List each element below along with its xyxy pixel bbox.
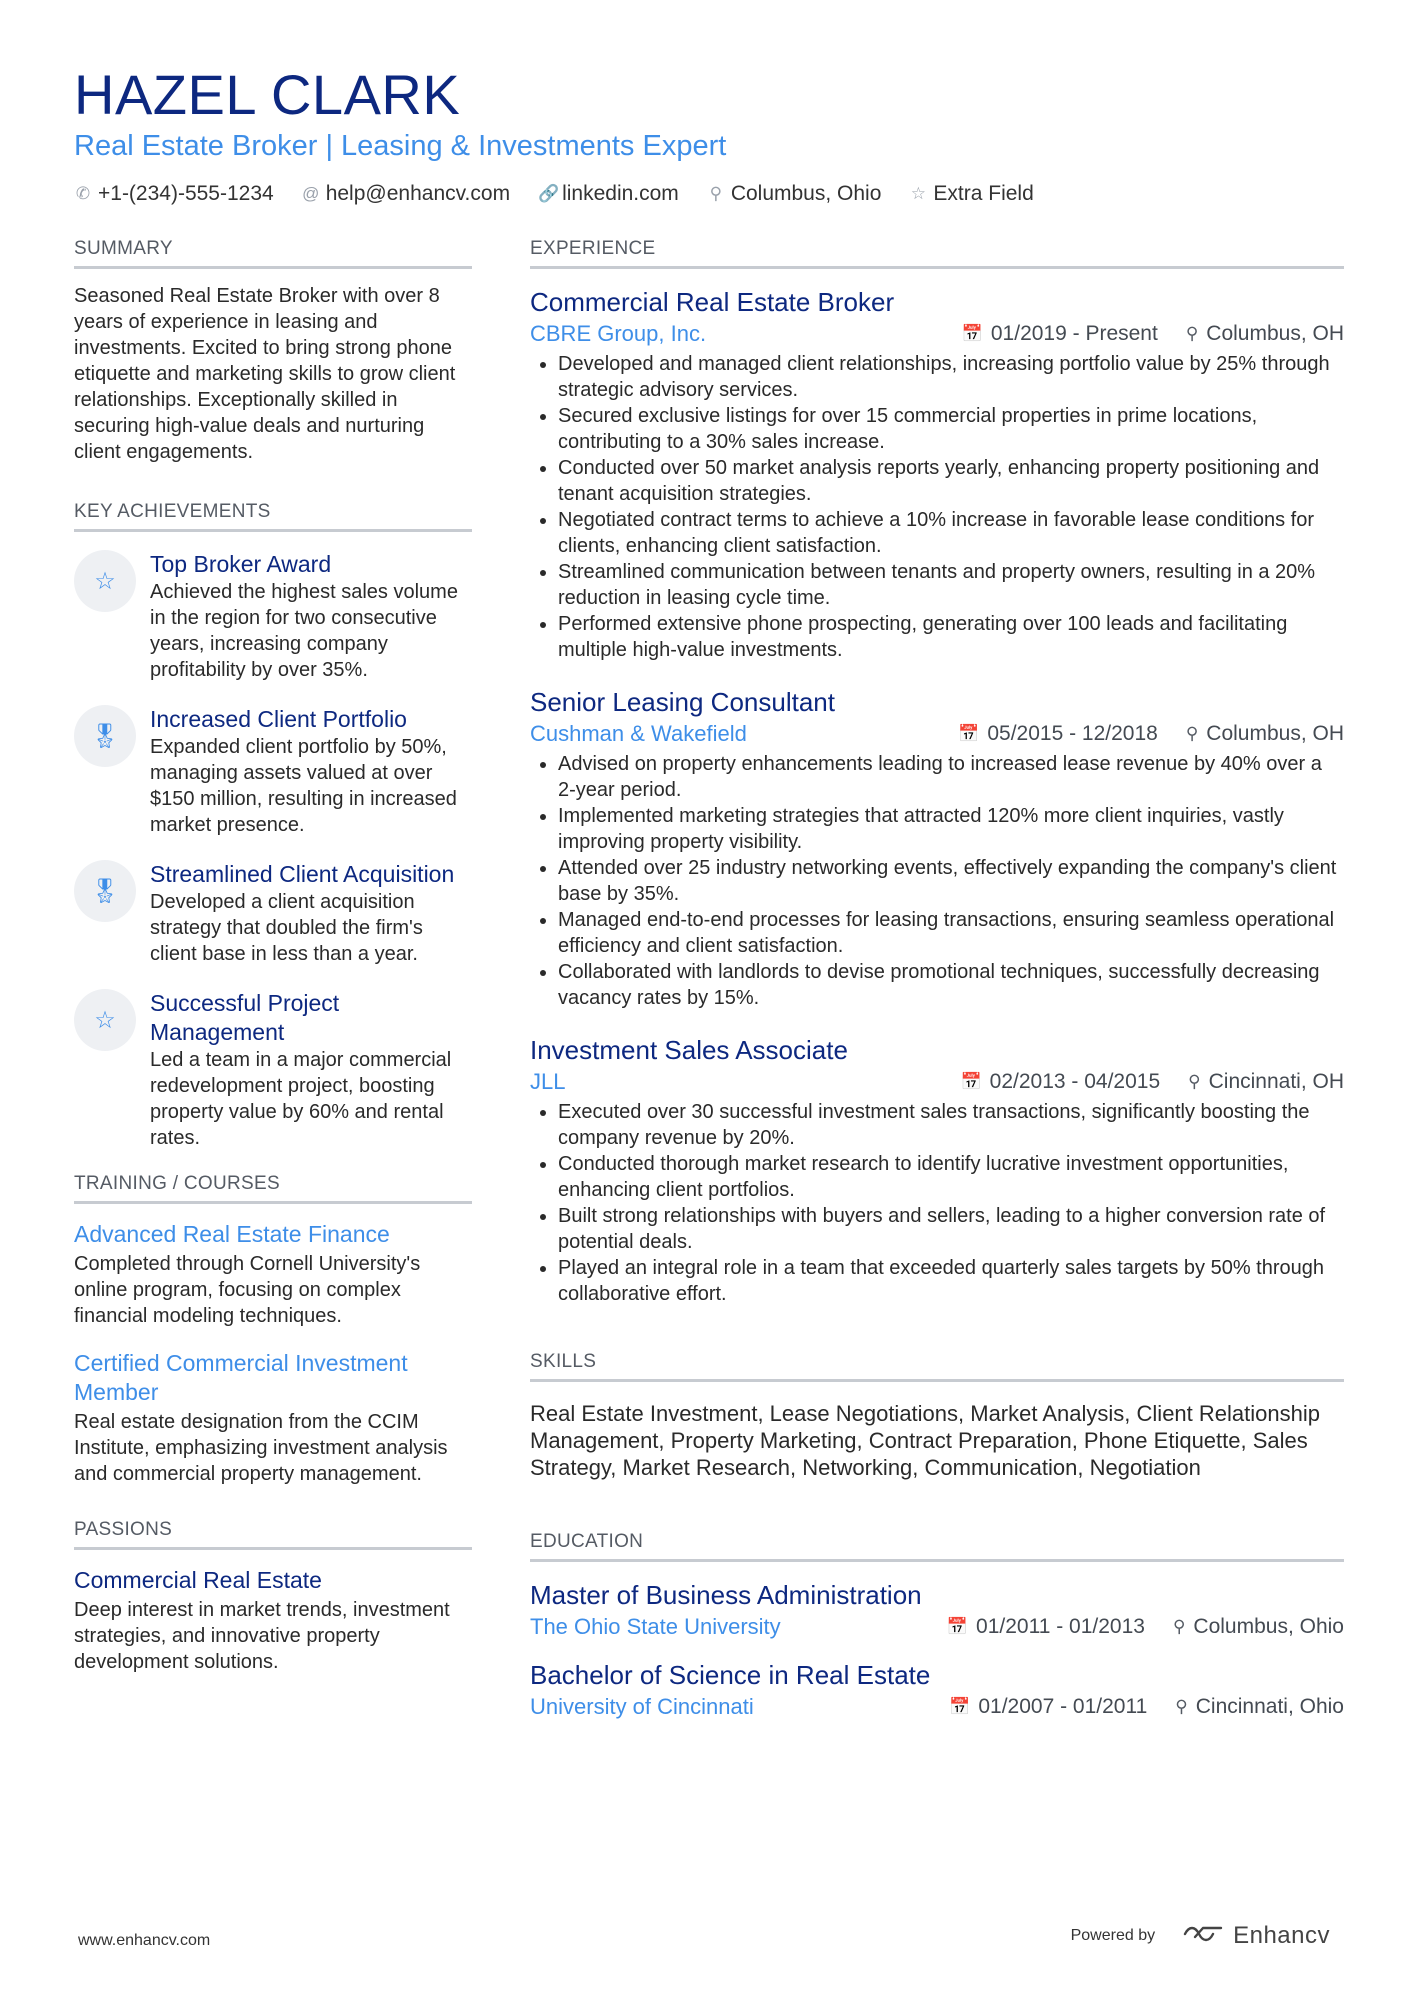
job-title: Commercial Real Estate Broker: [530, 287, 895, 317]
achievement-item: [74, 989, 472, 1151]
achievement-desc: Achieved the highest sales volume in the region for two consecutive years, increasing company profitability by over 35%.: [150, 581, 458, 681]
job-location-text: Columbus, OH: [1206, 322, 1344, 345]
bullet-item: • Implemented marketing strategies that attracted 120% more client inquiries, vastly improving property visibility.: [558, 803, 1344, 855]
bullet-item: • Negotiated contract terms to achieve a 10% increase in favorable lease conditions for clients, enhancing client satisfaction.: [558, 507, 1344, 559]
calendar-icon: 📅: [961, 324, 983, 343]
bullet-item: • Streamlined communication between tenants and property owners, resulting in a 20% reduction in leasing cycle time.: [558, 559, 1344, 611]
job-meta: [530, 319, 1344, 349]
course-desc: Real estate designation from the CCIM Institute, emphasizing investment analysis and commercial property management.: [74, 1411, 448, 1485]
location-icon: ⚲: [1188, 1072, 1201, 1091]
contact-extra: [909, 182, 1033, 206]
job-dates: [962, 319, 1158, 349]
education-entry: [530, 1578, 1344, 1642]
school-name: The Ohio State University: [530, 1614, 781, 1639]
job-bullets: [530, 351, 1344, 663]
school-name: University of Cincinnati: [530, 1694, 754, 1719]
job-bullets: [530, 751, 1344, 1011]
passions-section: [74, 1519, 472, 1675]
phone-icon: ✆: [75, 184, 91, 203]
course-title: Advanced Real Estate Finance: [74, 1221, 390, 1247]
skills-section: [530, 1351, 1344, 1481]
calendar-icon: 📅: [960, 1072, 982, 1091]
job-title: Investment Sales Associate: [530, 1035, 848, 1065]
contact-phone-text: +1-(234)-555-1234: [98, 182, 274, 205]
location-icon: ⚲: [1175, 1697, 1188, 1716]
award-icon: 🎖: [74, 860, 136, 922]
course-title: Certified Commercial Investment Member: [74, 1350, 408, 1405]
course-desc: Completed through Cornell University's online program, focusing on complex financial modeling techniques.: [74, 1253, 421, 1327]
calendar-icon: 📅: [946, 1617, 969, 1636]
star-icon: ☆: [910, 184, 927, 203]
training-heading: TRAINING / COURSES: [74, 1173, 472, 1204]
training-section: [74, 1173, 472, 1487]
job-entry: [530, 685, 1344, 1011]
bullet-item: • Advised on property enhancements leading to increased lease revenue by 40% over a 2-year period.: [558, 751, 1344, 803]
bullet-item: • Performed extensive phone prospecting, generating over 100 leads and facilitating multiple high-value investments.: [558, 611, 1344, 663]
education-dates: [949, 1692, 1147, 1722]
job-location: [1186, 319, 1344, 349]
bullet-item: • Conducted thorough market research to identify lucrative investment opportunities, enhancing client portfolios.: [558, 1151, 1344, 1203]
left-column: [74, 238, 472, 1675]
summary-heading: SUMMARY: [74, 238, 472, 269]
achievement-desc: Developed a client acquisition strategy that doubled the firm's client base in less than a year.: [150, 891, 423, 965]
education-heading: EDUCATION: [530, 1531, 1344, 1562]
footer-branding[interactable]: [1071, 1922, 1330, 1950]
contact-email-text: help@enhancv.com: [325, 182, 511, 205]
education-location-text: Cincinnati, Ohio: [1195, 1695, 1344, 1718]
star-icon: ☆: [74, 550, 136, 612]
job-location: [1186, 719, 1344, 749]
powered-by-label: Powered by: [1070, 1927, 1156, 1944]
bullet-item: • Managed end-to-end processes for leasing transactions, ensuring seamless operational efficiency and client satisfaction.: [558, 907, 1344, 959]
job-location-text: Columbus, OH: [1206, 722, 1344, 745]
location-icon: ⚲: [1185, 724, 1199, 743]
company-name: CBRE Group, Inc.: [530, 321, 707, 346]
location-icon: ⚲: [709, 184, 723, 203]
achievement-title: Streamlined Client Acquisition: [150, 861, 455, 887]
job-entry: [530, 285, 1344, 663]
education-section: [530, 1531, 1344, 1722]
contact-linkedin[interactable]: [538, 182, 679, 206]
company-name: Cushman & Wakefield: [530, 721, 747, 746]
link-icon: 🔗: [538, 184, 560, 203]
bullet-item: • Collaborated with landlords to devise promotional techniques, successfully decreasing vacancy rates by 15%.: [558, 959, 1344, 1011]
footer-website[interactable]: www.enhancv.com: [78, 1932, 211, 1949]
job-dates-text: 01/2019 - Present: [990, 322, 1158, 345]
job-entry: [530, 1033, 1344, 1307]
achievement-item: [74, 550, 472, 683]
education-location: [1173, 1612, 1344, 1642]
education-dates-text: 01/2007 - 01/2011: [978, 1695, 1148, 1718]
candidate-tagline: Real Estate Broker | Leasing & Investments Expert: [74, 130, 727, 162]
star-icon: ☆: [74, 989, 136, 1051]
summary-section: [74, 238, 472, 465]
calendar-icon: 📅: [958, 724, 980, 743]
education-location: [1175, 1692, 1344, 1722]
bullet-item: • Played an integral role in a team that exceeded quarterly sales targets by 50% through collaborative effort.: [558, 1255, 1344, 1307]
contact-extra-text: Extra Field: [933, 182, 1034, 205]
bullet-item: • Executed over 30 successful investment sales transactions, significantly boosting the company revenue by 20%.: [558, 1099, 1344, 1151]
company-name: JLL: [530, 1069, 566, 1094]
award-icon: 🎖: [74, 705, 136, 767]
contact-location: [707, 182, 882, 206]
contact-email[interactable]: [302, 182, 510, 206]
passion-desc: Deep interest in market trends, investment strategies, and innovative property development solutions.: [74, 1599, 450, 1673]
bullet-item: • Built strong relationships with buyers and sellers, leading to a higher conversion rate of potential deals.: [558, 1203, 1344, 1255]
achievement-item: [74, 860, 472, 967]
experience-heading: EXPERIENCE: [530, 238, 1344, 269]
job-dates-text: 02/2013 - 04/2015: [989, 1070, 1161, 1093]
bullet-item: • Attended over 25 industry networking events, effectively expanding the company's client base by 35%.: [558, 855, 1344, 907]
achievement-item: [74, 705, 472, 838]
education-meta: [530, 1692, 1344, 1722]
education-entry: [530, 1658, 1344, 1722]
education-dates-text: 01/2011 - 01/2013: [976, 1615, 1145, 1638]
education-meta: [530, 1612, 1344, 1642]
contact-phone[interactable]: [74, 182, 274, 206]
enhancv-logo-icon: [1181, 1923, 1225, 1950]
job-location: [1188, 1067, 1344, 1097]
skills-text: Real Estate Investment, Lease Negotiations, Market Analysis, Client Relationship Management, Property Marketing, Contract Preparation, Phone Etiquette, Sales Strategy, Market Research, Networking, Communication, Negotiation: [530, 1401, 1320, 1480]
job-meta: [530, 1067, 1344, 1097]
candidate-name: HAZEL CLARK: [74, 63, 461, 126]
skills-heading: SKILLS: [530, 1351, 1344, 1382]
location-icon: ⚲: [1185, 324, 1199, 343]
right-column: [530, 238, 1344, 1744]
achievements-heading: KEY ACHIEVEMENTS: [74, 501, 472, 532]
experience-section: [530, 238, 1344, 1307]
job-dates-text: 05/2015 - 12/2018: [987, 722, 1158, 745]
job-title: Senior Leasing Consultant: [530, 687, 835, 717]
achievements-section: [74, 501, 472, 1151]
at-icon: @: [302, 184, 320, 203]
job-dates: [958, 719, 1158, 749]
education-dates: [947, 1612, 1145, 1642]
passion-title: Commercial Real Estate: [74, 1567, 322, 1593]
achievement-title: Increased Client Portfolio: [150, 706, 407, 732]
achievement-desc: Expanded client portfolio by 50%, managing assets valued at over $150 million, resulting in increased market presence.: [150, 736, 457, 836]
job-bullets: [530, 1099, 1344, 1307]
job-location-text: Cincinnati, OH: [1208, 1070, 1344, 1093]
location-icon: ⚲: [1172, 1617, 1186, 1636]
brand-name: Enhancv: [1233, 1922, 1330, 1949]
job-meta: [530, 719, 1344, 749]
bullet-item: • Developed and managed client relationships, increasing portfolio value by 25% through strategic advisory services.: [558, 351, 1344, 403]
education-location-text: Columbus, Ohio: [1193, 1615, 1344, 1638]
passions-heading: PASSIONS: [74, 1519, 472, 1550]
degree-title: Master of Business Administration: [530, 1580, 922, 1610]
contact-location-text: Columbus, Ohio: [730, 182, 882, 205]
bullet-item: • Conducted over 50 market analysis reports yearly, enhancing property positioning and tenant acquisition strategies.: [558, 455, 1344, 507]
degree-title: Bachelor of Science in Real Estate: [530, 1660, 931, 1690]
contact-linkedin-text: linkedin.com: [562, 182, 679, 205]
achievement-title: Top Broker Award: [150, 551, 332, 577]
achievement-desc: Led a team in a major commercial redevelopment project, boosting property value by 60% and rental rates.: [150, 1049, 452, 1149]
bullet-item: • Secured exclusive listings for over 15 commercial properties in prime locations, contributing to a 30% sales increase.: [558, 403, 1344, 455]
summary-text: Seasoned Real Estate Broker with over 8 years of experience in leasing and investments. Excited to bring strong phone etiquette and marketing skills to grow client relationships. Exceptionally skilled in securing high-value deals and nurturing client engagements.: [74, 285, 456, 463]
resume-header: [74, 62, 1344, 206]
achievement-title: Successful Project Management: [150, 990, 340, 1045]
calendar-icon: 📅: [949, 1697, 971, 1716]
contact-bar: [74, 182, 1344, 206]
job-dates: [961, 1067, 1161, 1097]
